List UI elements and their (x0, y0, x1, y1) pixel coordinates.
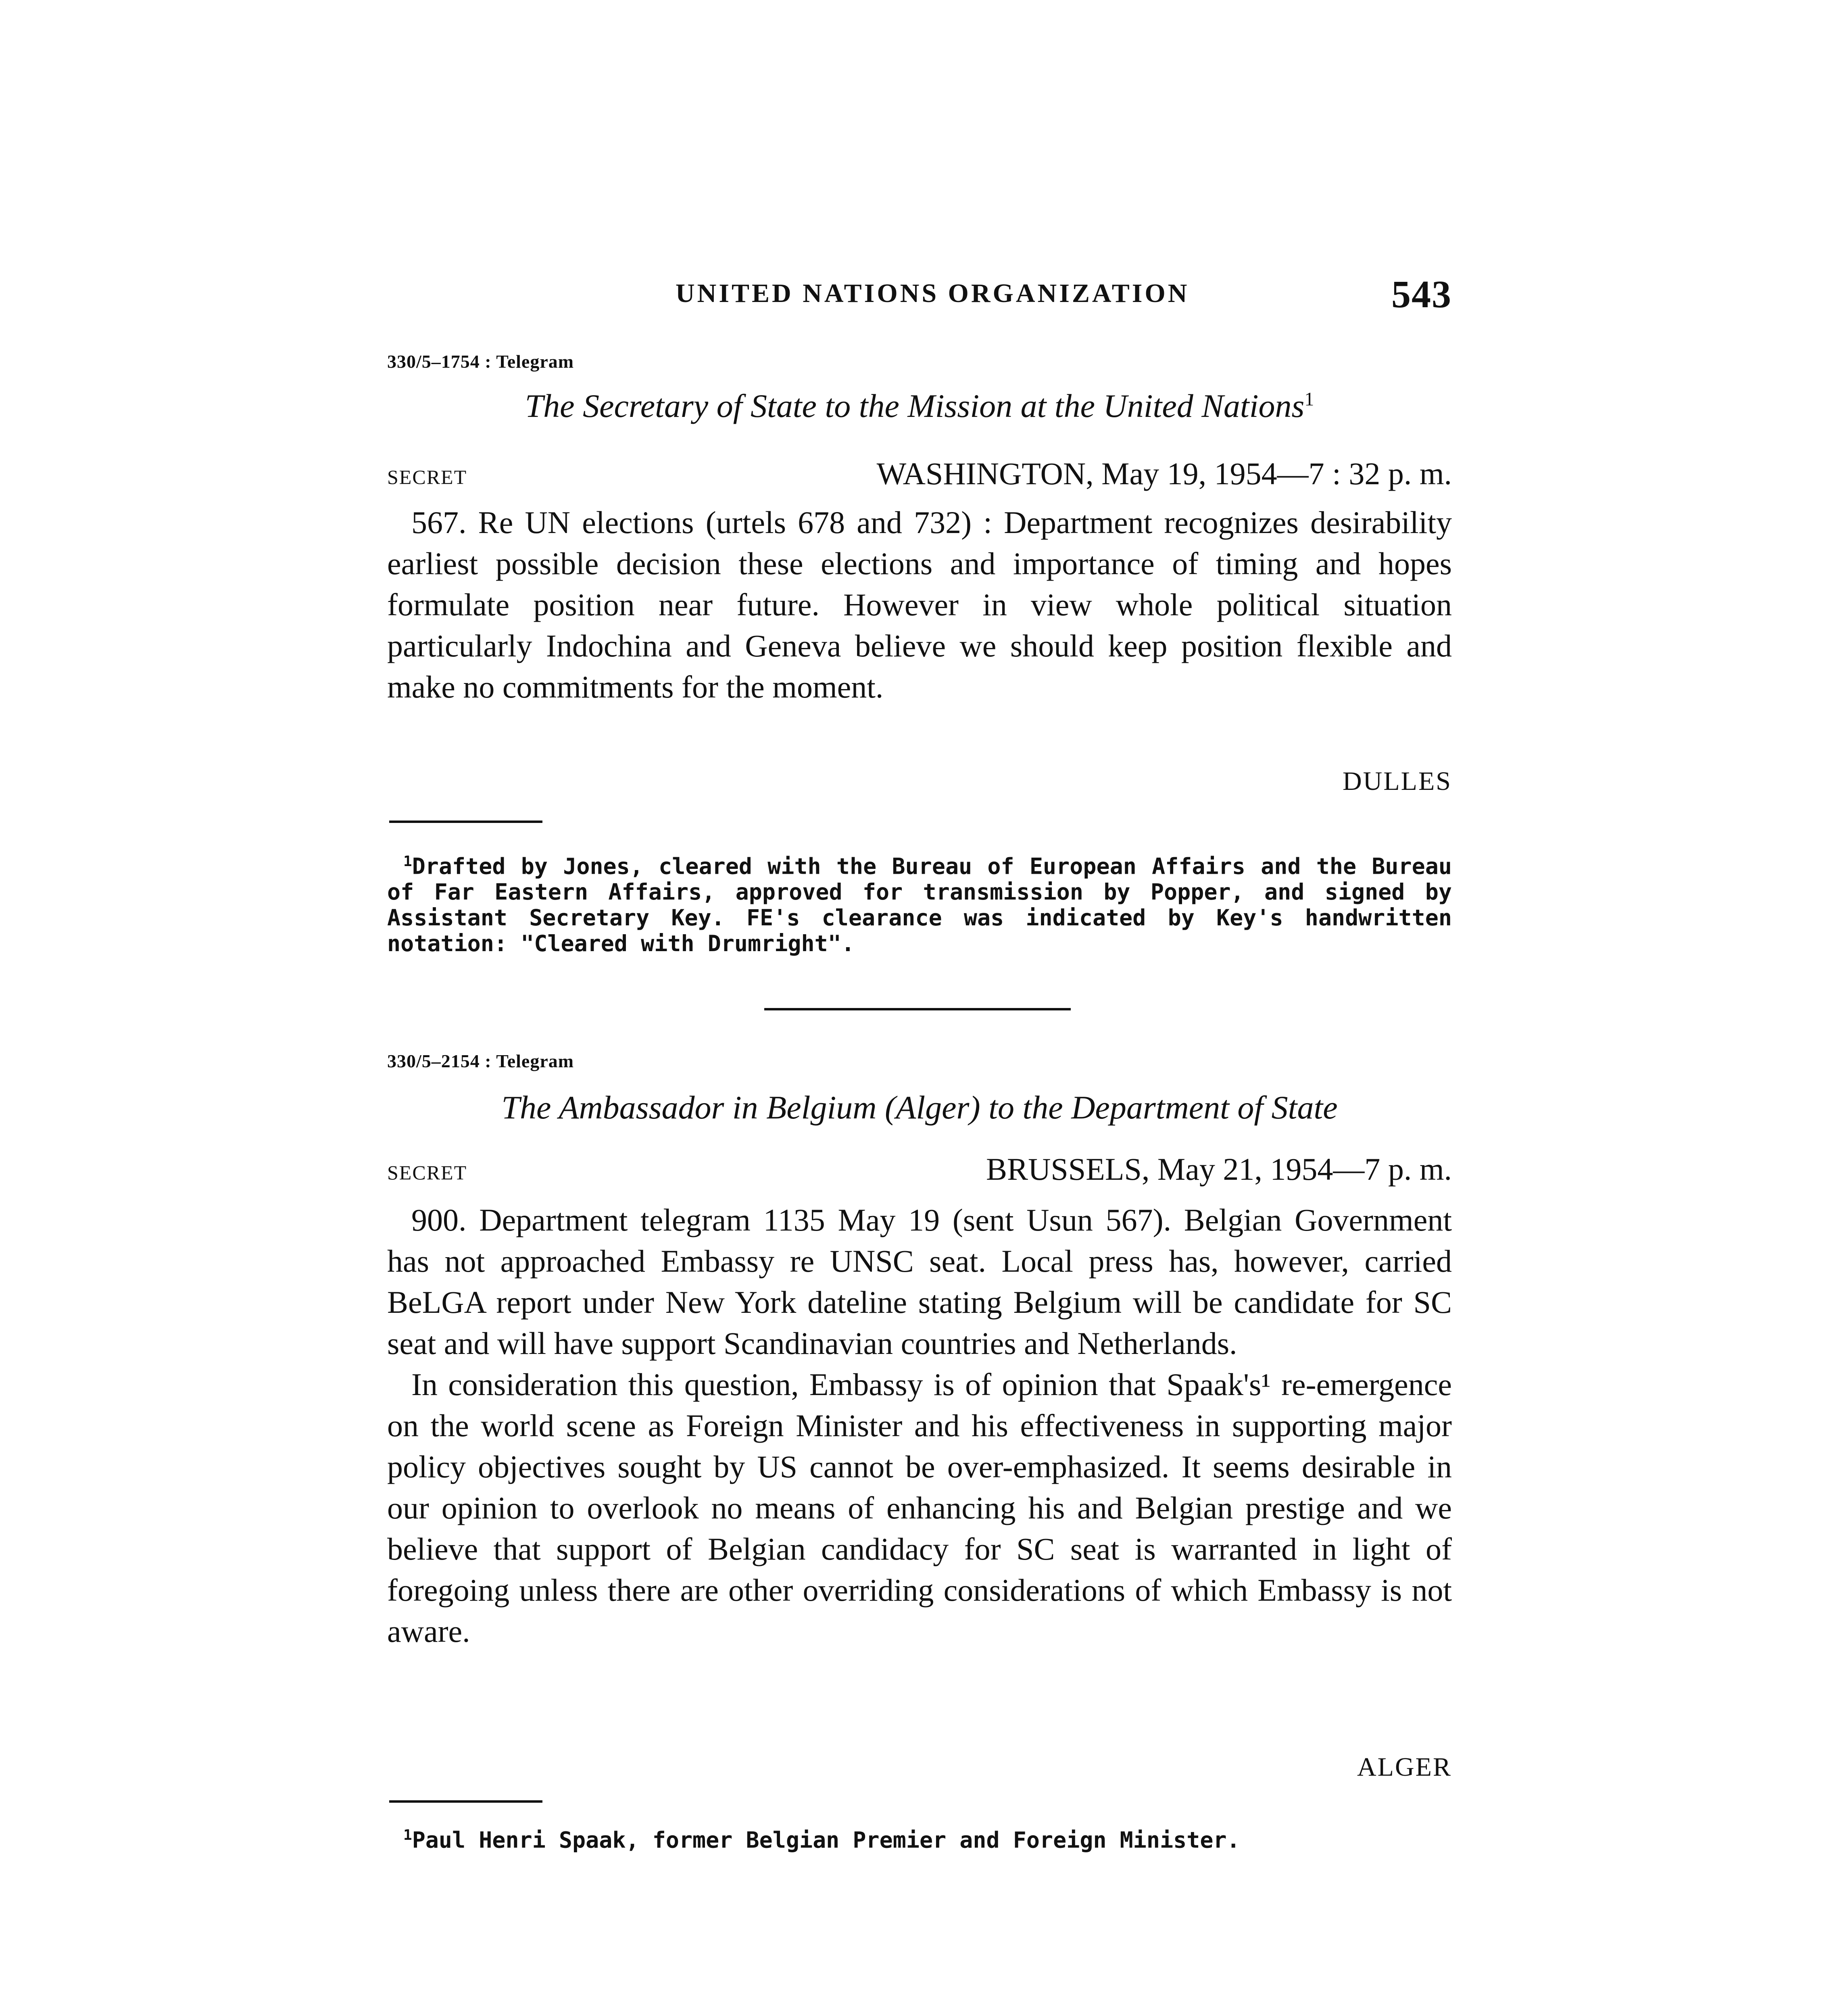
doc2-footnote (387, 1822, 1452, 1853)
doc1-body (387, 502, 1452, 708)
footnote-rule (389, 821, 542, 823)
doc1-file-ref: 330/5–1754 : Telegram (387, 351, 574, 372)
doc2-meta (387, 1151, 1452, 1187)
doc2-body (387, 1200, 1452, 1652)
doc1-title-note: 1 (1304, 388, 1314, 410)
running-head-title: UNITED NATIONS ORGANIZATION (676, 279, 1190, 308)
doc2-title: The Ambassador in Belgium (Alger) to the Department of State (501, 1089, 1338, 1126)
doc1-footnote (387, 849, 1452, 956)
doc1-title-text: The Secretary of State to the Mission at the United Nations (525, 387, 1305, 424)
doc1-paragraph: 567. Re UN elections (urtels 678 and 732) : Department recognizes desirability earliest possible decision these elections and importance of timing and hopes formulate position near future. However in view whole political situation particularly Indochina and Geneva believe we should keep position flexible and make no commitments for the moment. (387, 505, 1452, 704)
doc2-file-ref: 330/5–2154 : Telegram (387, 1051, 574, 1071)
doc1-signature: DULLES (1343, 766, 1452, 796)
doc1-classification: SECRET (387, 466, 467, 488)
doc2-classification: SECRET (387, 1161, 467, 1184)
document-separator (764, 1008, 1071, 1010)
page-number: 543 (1391, 273, 1452, 316)
doc2-paragraph: 900. Department telegram 1135 May 19 (sent Usun 567). Belgian Government has not approached Embassy re UNSC seat. Local press has, however, carried BeLGA report under New York dateline stating Belgium will be candidate for SC seat and will have support Scandinavian countries and Netherlands. (387, 1202, 1452, 1361)
doc1-footnote-text: Drafted by Jones, cleared with the Bureau of European Affairs and the Bureau of Far Eastern Affairs, approved for transmission by Popper, and signed by Assistant Secretary Key. FE's clearance was indicated by Key's handwritten notation: "Cleared with Drumright". (387, 853, 1452, 957)
doc2-paragraph: In consideration this question, Embassy is of opinion that Spaak's¹ re-emergence on the world scene as Foreign Minister and his effectiveness in supporting major policy objectives sought by US cannot be over-emphasized. It seems desirable in our opinion to overlook no means of enhancing his and Belgian prestige and we believe that support of Belgian candidacy for SC seat is warranted in light of foregoing unless there are other overriding considerations of which Embassy is not aware. (387, 1367, 1452, 1649)
doc1-meta (387, 456, 1452, 492)
doc2-signature: ALGER (1357, 1752, 1452, 1782)
doc1-dateline: WASHINGTON, May 19, 1954—7 : 32 p. m. (876, 456, 1452, 491)
doc1-title (387, 387, 1452, 425)
footnote-rule (389, 1800, 542, 1803)
doc2-footnote-marker: 1 (403, 1827, 412, 1843)
doc2-dateline: BRUSSELS, May 21, 1954—7 p. m. (986, 1152, 1452, 1187)
doc2-footnote-text: Paul Henri Spaak, former Belgian Premier and Foreign Minister. (412, 1827, 1240, 1853)
doc1-footnote-marker: 1 (403, 853, 412, 870)
